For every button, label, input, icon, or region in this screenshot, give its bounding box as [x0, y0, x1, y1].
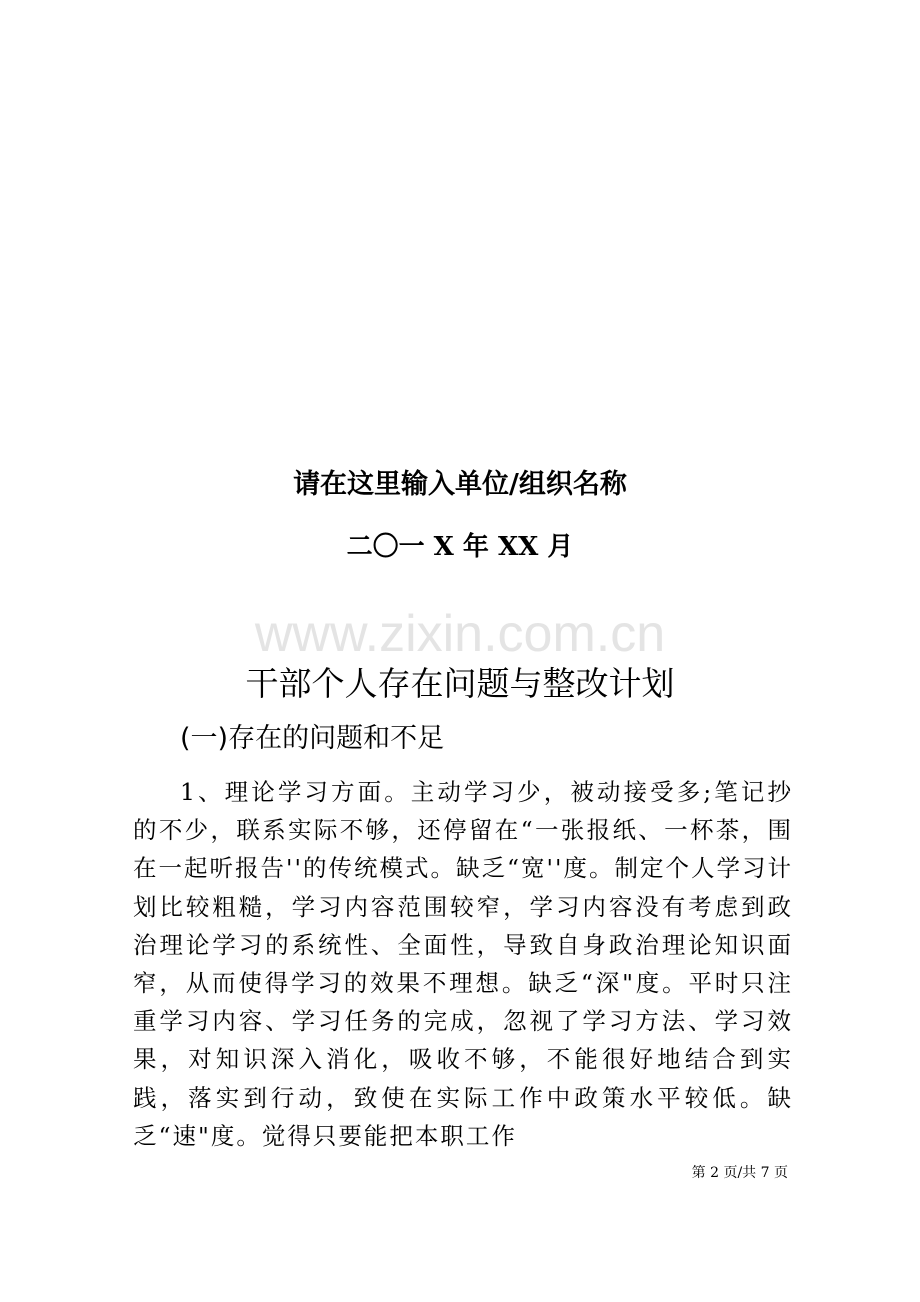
document-title: 干部个人存在问题与整改计划 — [245, 664, 675, 703]
document-date: 二〇一 X 年 XX 月 — [346, 532, 574, 562]
body-paragraph: 1、理论学习方面。主动学习少，被动接受多;笔记抄的不少，联系实际不够，还停留在“一张报纸、一杯茶，围在一起听报告''的传统模式。缺乏“宽''度。制定个人学习计划比较粗糙，学习内容范围较窄，学习内容没有考虑到政治理论学习的系统性、全面性，导致自身政治理论知识面窄，从而使得学习的效果不理想。缺乏“深"度。平时只注重学习内容、学习任务的完成，忽视了学习方法、学习效果，对知识深入消化，吸收不够，不能很好地结合到实践，落实到行动，致使在实际工作中政策水平较低。缺乏“速"度。觉得只要能把本职工作 — [133, 778, 793, 1150]
page-number: 第 2 页/共 7 页 — [691, 1165, 788, 1181]
section-heading: (一)存在的问题和不足 — [180, 723, 445, 754]
watermark: www.zixin.com.cn — [254, 605, 666, 663]
organization-name: 请在这里输入单位/组织名称 — [293, 469, 627, 500]
